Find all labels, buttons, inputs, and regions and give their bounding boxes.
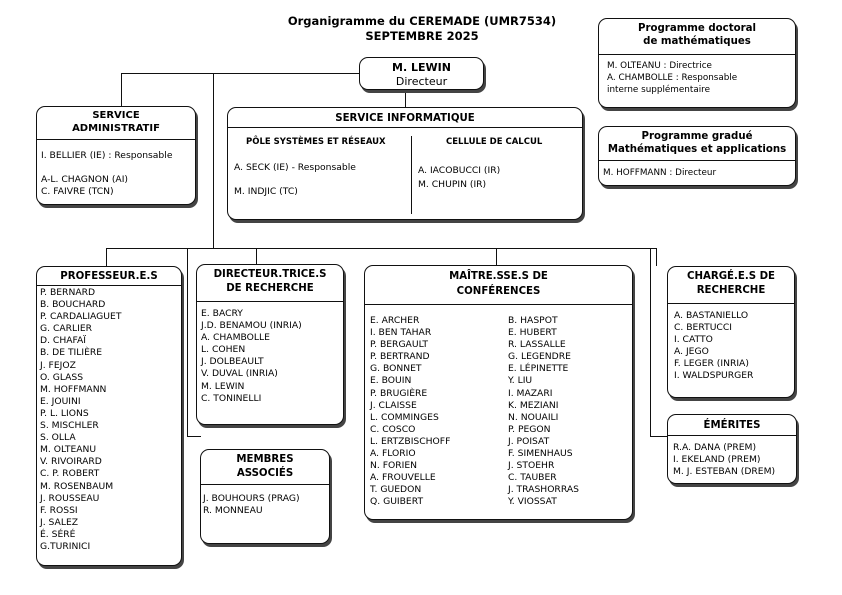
maitres-conferences-title-1: MAÎTRE.SSE.S DE <box>449 271 548 282</box>
directeurs-recherche-title-2: DE RECHERCHE <box>226 283 314 294</box>
connector-admin-vertical <box>121 73 122 107</box>
membres-associes-title-1: MEMBRES <box>236 454 294 465</box>
list-item: P. BERTRAND <box>370 351 430 363</box>
list-item: V. DUVAL (INRIA) <box>201 368 278 380</box>
pole-member-1: A. SECK (IE) - Responsable <box>234 162 356 173</box>
list-item: J. DOLBEAULT <box>201 356 264 368</box>
professeurs-title: PROFESSEUR.E.S <box>60 271 158 282</box>
list-item: M. OLTEANU <box>40 444 97 456</box>
programme-doctoral-line-1: M. OLTEANU : Directrice <box>607 61 712 71</box>
programme-gradue-box <box>598 126 796 186</box>
list-item: É. SÉRÉ <box>40 528 76 540</box>
connector-main-trunk <box>213 73 214 248</box>
list-item: I. EKELAND (PREM) <box>673 454 761 466</box>
list-item: J.D. BENAMOU (INRIA) <box>201 320 302 332</box>
list-item: L. COMMINGES <box>370 411 439 423</box>
service-admin-title-2: ADMINISTRATIF <box>72 122 160 134</box>
list-item: M. HOFFMANN <box>40 383 107 395</box>
list-item: A. FLORIO <box>370 448 416 460</box>
list-item: G.TURINICI <box>40 540 91 552</box>
list-item: K. MEZIANI <box>508 399 559 411</box>
service-admin-line-3: C. FAIVRE (TCN) <box>41 186 114 197</box>
list-item: E. BOUIN <box>370 375 412 387</box>
service-info-box <box>227 107 583 220</box>
list-item: A. JEGO <box>674 346 709 358</box>
pole-title: PÔLE SYSTÈMES ET RÉSEAUX <box>246 137 386 147</box>
list-item: I. MAZARI <box>508 387 553 399</box>
connector-cr-vertical <box>656 248 657 266</box>
charges-recherche-box <box>667 266 795 398</box>
list-item: Y. LIU <box>508 375 533 387</box>
list-item: J. SALEZ <box>40 516 79 528</box>
connector-associes-horizontal <box>187 436 201 437</box>
maitres-conferences-col-2 <box>508 315 579 509</box>
service-info-divider <box>411 136 412 214</box>
list-item: G. LEGENDRE <box>508 351 571 363</box>
service-admin-line-1: I. BELLIER (IE) : Responsable <box>41 150 173 161</box>
list-item: B. HASPOT <box>508 315 558 326</box>
emerites-box <box>667 414 797 484</box>
list-item: V. RIVOIRARD <box>40 456 102 468</box>
directeurs-recherche-box <box>196 264 344 425</box>
director-role: Directeur <box>395 75 448 88</box>
list-item: L. COHEN <box>201 344 246 356</box>
title-line-1: Organigramme du CEREMADE (UMR7534) <box>287 14 557 28</box>
connector-emerites-horizontal <box>650 436 667 437</box>
list-item: M. LEWIN <box>201 380 245 392</box>
list-item: P. L. LIONS <box>40 407 89 419</box>
list-item: B. DE TILIÈRE <box>40 347 103 359</box>
connector-branch-right <box>650 248 651 437</box>
emerites-list <box>673 442 775 478</box>
list-item: E. ARCHER <box>370 315 420 326</box>
maitres-conferences-col-1 <box>370 315 450 509</box>
list-item: J. CLAISSE <box>370 399 417 411</box>
membres-associes-box <box>200 449 330 544</box>
list-item: C. TONINELLI <box>201 392 262 404</box>
connector-horizontal-bus <box>106 248 656 249</box>
list-item: E. JOUINI <box>40 395 81 407</box>
title-line-2: SEPTEMBRE 2025 <box>365 29 479 43</box>
programme-doctoral-box <box>598 18 796 108</box>
list-item: E. BACRY <box>201 308 243 319</box>
list-item: S. OLLA <box>40 432 76 444</box>
directeurs-recherche-list <box>201 308 302 405</box>
programme-doctoral-title-2: de mathématiques <box>643 36 751 47</box>
list-item: N. NOUAILI <box>508 411 559 423</box>
list-item: F. SIMENHAUS <box>508 448 573 460</box>
list-item: F. LEGER (INRIA) <box>674 358 749 370</box>
list-item: R. MONNEAU <box>203 505 263 517</box>
connector-prof-vertical <box>106 248 107 266</box>
list-item: P. PEGON <box>508 423 551 435</box>
list-item: N. FORIEN <box>370 460 418 472</box>
programme-gradue-title-1: Programme gradué <box>641 131 753 142</box>
cellule-member-2: M. CHUPIN (IR) <box>418 179 487 190</box>
list-item: L. ERTZBISCHOFF <box>370 435 451 447</box>
list-item: B. BOUCHARD <box>40 299 106 311</box>
list-item: I. WALDSPURGER <box>674 370 754 382</box>
list-item: P. CARDALIAGUET <box>40 311 122 323</box>
list-item: P. BRUGIÈRE <box>370 387 428 399</box>
charges-recherche-title-2: RECHERCHE <box>696 285 766 296</box>
list-item: Y. VIOSSAT <box>508 496 557 508</box>
list-item: C. P. ROBERT <box>40 468 100 480</box>
list-item: C. COSCO <box>370 423 416 435</box>
list-item: R.A. DANA (PREM) <box>673 442 757 453</box>
list-item: A. BASTANIELLO <box>674 310 749 321</box>
list-item: E. HUBERT <box>508 327 557 339</box>
list-item: O. GLASS <box>40 371 84 383</box>
list-item: J. STOEHR <box>508 460 555 472</box>
maitres-conferences-title-2: CONFÉRENCES <box>456 285 541 297</box>
list-item: A. CHAMBOLLE <box>201 332 270 344</box>
membres-associes-title-2: ASSOCIÉS <box>236 468 294 479</box>
professeurs-box <box>36 266 182 566</box>
professeurs-list <box>40 287 121 553</box>
list-item: C. TAUBER <box>508 472 557 484</box>
charges-recherche-title-1: CHARGÉ.E.S DE <box>686 271 776 282</box>
programme-doctoral-line-3: interne supplémentaire <box>607 85 710 96</box>
pole-member-2: M. INDJIC (TC) <box>234 186 298 197</box>
list-item: I. BEN TAHAR <box>370 327 432 339</box>
list-item: E. LÉPINETTE <box>508 363 569 375</box>
emerites-title: ÉMÉRITES <box>703 420 761 431</box>
service-admin-title-1: SERVICE <box>92 110 140 121</box>
programme-gradue-title-2: Mathématiques et applications <box>607 144 787 155</box>
connector-info-vertical <box>405 89 406 107</box>
programme-doctoral-title-1: Programme doctoral <box>638 23 756 34</box>
director-name: M. LEWIN <box>392 61 451 74</box>
connector-branch-left <box>187 248 188 437</box>
list-item: G. CARLIER <box>40 323 93 335</box>
list-item: D. CHAFAÏ <box>40 335 86 347</box>
list-item: J. ROUSSEAU <box>40 492 100 504</box>
list-item: T. GUEDON <box>370 484 422 496</box>
programme-gradue-line: M. HOFFMANN : Directeur <box>603 168 717 178</box>
list-item: M. J. ESTEBAN (DREM) <box>673 466 776 478</box>
list-item: G. BONNET <box>370 363 422 375</box>
list-item: M. ROSENBAUM <box>40 480 114 492</box>
service-info-title: SERVICE INFORMATIQUE <box>335 113 475 124</box>
service-admin-line-2: A-L. CHAGNON (AI) <box>41 174 128 185</box>
connector-mcf-vertical <box>496 248 497 265</box>
list-item: J. TRASHORRAS <box>508 484 579 496</box>
list-item: P. BERNARD <box>40 287 96 298</box>
list-item: R. LASSALLE <box>508 339 566 351</box>
list-item: C. BERTUCCI <box>674 322 732 334</box>
list-item: Q. GUIBERT <box>370 496 424 508</box>
list-item: J. FEJOZ <box>40 359 76 371</box>
maitres-conferences-box <box>364 265 633 520</box>
director-box <box>359 57 484 90</box>
membres-associes-list <box>203 493 300 517</box>
programme-doctoral-line-2: A. CHAMBOLLE : Responsable <box>607 73 738 84</box>
list-item: S. MISCHLER <box>40 420 99 432</box>
list-item: P. BERGAULT <box>370 339 429 351</box>
list-item: A. FROUVELLE <box>370 472 436 484</box>
cellule-member-1: A. IACOBUCCI (IR) <box>418 165 501 176</box>
list-item: J. BOUHOURS (PRAG) <box>203 493 300 504</box>
service-admin-box <box>36 106 196 205</box>
connector-top-horizontal <box>121 73 360 74</box>
connector-dr-vertical <box>256 248 257 265</box>
charges-recherche-list <box>674 310 753 383</box>
list-item: J. POISAT <box>508 435 550 447</box>
list-item: I. CATTO <box>674 334 713 346</box>
cellule-title: CELLULE DE CALCUL <box>446 137 543 147</box>
page-title <box>262 14 582 44</box>
list-item: F. ROSSI <box>40 504 78 516</box>
directeurs-recherche-title-1: DIRECTEUR.TRICE.S <box>213 269 327 280</box>
